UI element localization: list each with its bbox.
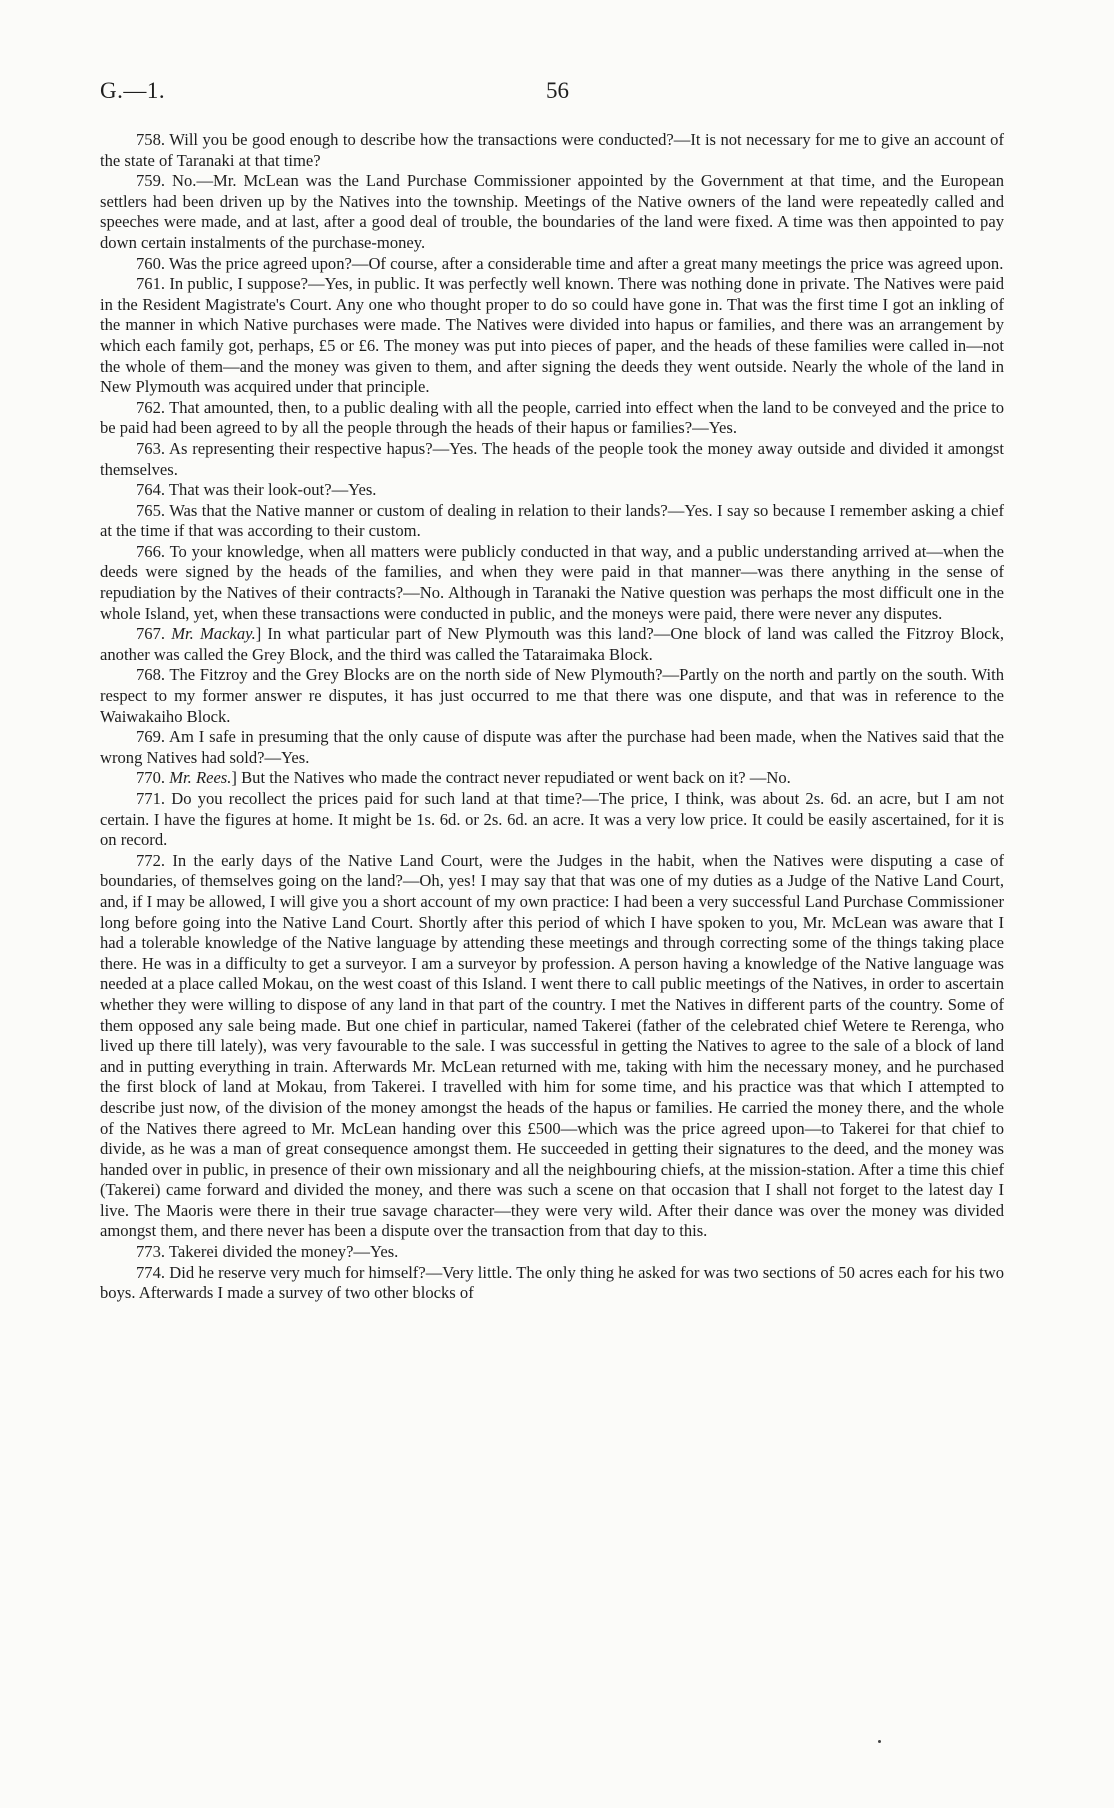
paragraph-text: Did he reserve very much for himself?—Very little. The only thing he asked for was two sections of 50 acres each for his two boys. Afterwards I made a survey of two other blocks of (100, 1262, 1004, 1303)
paragraph-text: But the Natives who made the contract never repudiated or went back on it? —No. (241, 768, 791, 788)
question-number: 760. (136, 253, 166, 273)
paragraph-text: No.—Mr. McLean was the Land Purchase Commissioner appointed by the Government at that time, and the European settlers had been driven up by the Natives into the township. Meetings of the Native owners of the land were repeatedly called and speeches were made, and at last, after a good deal of trouble, the boundaries of the land were fixed. A time was then appointed to pay down certain instalments of the purchase-money. (100, 171, 1004, 252)
testimony-paragraph (100, 768, 1004, 789)
paragraph-text: That amounted, then, to a public dealing with all the people, carried into effect when the land to be conveyed and the price to be paid had been agreed to by all the people through the heads of their hapus or families?—Yes. (100, 397, 1004, 438)
question-number: 769. (136, 727, 166, 747)
question-number: 773. (136, 1242, 166, 1262)
testimony-paragraph (100, 439, 1004, 480)
paragraph-text: Will you be good enough to describe how the transactions were conducted?—It is not necessary for me to give an account of the state of Taranaki at that time? (100, 130, 1004, 170)
testimony-paragraph (100, 624, 1004, 665)
question-number: 758. (136, 130, 166, 149)
page-header (100, 78, 1004, 108)
paragraph-text: In the early days of the Native Land Court, were the Judges in the habit, when the Natives were disputing a case of boundaries, of themselves going on the land?—Oh, yes! I may say that that was one of my duties as a Judge of the Native Land Court, and, if I may be allowed, I will give you a short account of my own practice: I had been a very successful Land Purchase Commissioner long before going into the Native Land Court. Shortly after this period of which I have spoken to you, Mr. McLean was aware that I had a tolerable knowledge of the Native language by attending these meetings and through correcting some of the things taking place there. He was in a difficulty to get a surveyor. I am a surveyor by profession. A person having a knowledge of the Native language was needed at a place called Mokau, on the west coast of this Island. I went there to call public meetings of the Natives, in order to ascertain whether they were willing to dispose of any land in that part of the country. I met the Natives in different parts of the country. Some of them opposed any sale being made. But one chief in particular, named Takerei (father of the celebrated chief Wetere te Rerenga, who lived up there till lately), was very favourable to the sale. I was successful in getting the Natives to agree to the sale of a block of land and in putting everything in train. Afterwards Mr. McLean returned with me, taking with him the necessary money, and he purchased the first block of land at Mokau, from Takerei. I travelled with him for some time, and his practice was that which I attempted to describe just now, of the division of the money amongst the heads of the hapus or families. He carried the money there, and the whole of the Natives there agreed to Mr. McLean handing over this £500—which was the price agreed upon—to Takerei for that chief to divide, as he was a man of great consequence amongst them. He succeeded in getting their signatures to the deed, and the money was handed over in public, in presence of their own missionary and all the neighbouring chiefs, at the mission-station. After a time this chief (Takerei) came forward and divided the money, and there was such a scene on that occasion that I shall not forget to the latest day I live. The Maoris were there in their true savage character—they were very wild. After their dance was over the money was divided amongst them, and there never has been a dispute over the transaction from that day to this. (100, 850, 1004, 1241)
testimony-paragraph (100, 1242, 1004, 1263)
document-body (100, 130, 1004, 1304)
paragraph-text: In public, I suppose?—Yes, in public. It was perfectly well known. There was nothing done in private. The Natives were paid in the Resident Magistrate's Court. Any one who thought proper to do so could have gone in. That was the first time I got an inkling of the manner in which Native purchases were made. The Natives were divided into hapus or families, and there was an arrangement by which each family got, perhaps, £5 or £6. The money was put into pieces of paper, and the heads of these families were called in—not the whole of them—and the money was given to them, and after signing the deeds they went outside. Nearly the whole of the land in New Plymouth was acquired under that principle. (100, 274, 1005, 397)
paragraph-text: Was the price agreed upon?—Of course, after a considerable time and after a great many meetings the price was agreed upon. (168, 253, 1004, 273)
paragraph-text: Takerei divided the money?—Yes. (168, 1242, 399, 1262)
testimony-paragraph (100, 789, 1004, 851)
paragraph-text: In what particular part of New Plymouth was this land?—One block of land was called the Fitzroy Block, another was called the Grey Block, and the third was called the Tataraimaka Block. (100, 624, 1004, 664)
paragraph-text: As representing their respective hapus?—Yes. The heads of the people took the money away outside and divided it amongst themselves. (100, 438, 1004, 479)
question-number: 767. (136, 624, 166, 644)
testimony-paragraph (100, 254, 1004, 275)
speaker-name: Mr. Mackay. (171, 624, 256, 644)
question-number: 774. (136, 1262, 166, 1282)
scan-speck (878, 1740, 881, 1743)
question-number: 768. (136, 665, 166, 685)
speaker-name: Mr. Rees. (169, 768, 232, 788)
paragraph-text: To your knowledge, when all matters were publicly conducted in that way, and a public understanding arrived at—when the deeds were signed by the heads of the families, and when they were paid in that manner—was there anything in the sense of repudiation by the Natives of their contracts?—No. Although in Taranaki the Native question was perhaps the most difficult one in the whole Island, yet, when these transactions were conducted in public, and the moneys were paid, there were never any disputes. (100, 541, 1004, 623)
document-id: G.—1. (100, 78, 166, 103)
paragraph-text: That was their look-out?—Yes. (168, 480, 377, 500)
testimony-paragraph (100, 542, 1004, 624)
speaker-bracket: ] (231, 768, 242, 788)
question-number: 765. (136, 500, 166, 520)
question-number: 764. (136, 480, 166, 500)
paragraph-text: The Fitzroy and the Grey Blocks are on the north side of New Plymouth?—Partly on the north and partly on the south. With respect to my former answer re disputes, it has just occurred to me that there was one dispute, and that was in reference to the Waiwakaiho Block. (100, 665, 1004, 726)
testimony-paragraph (100, 274, 1004, 398)
testimony-paragraph (100, 851, 1004, 1242)
question-number: 763. (136, 438, 166, 458)
paragraph-text: Do you recollect the prices paid for such land at that time?—The price, I think, was about 2s. 6d. an acre, but I am not certain. I have the figures at home. It might be 1s. 6d. or 2s. 6d. an acre. It was a very low price. It could be easily ascertained, for it is on record. (100, 789, 1004, 850)
question-number: 771. (136, 789, 166, 808)
testimony-paragraph (100, 501, 1004, 542)
question-number: 770. (136, 768, 166, 788)
testimony-paragraph (100, 480, 1004, 501)
question-number: 772. (136, 850, 166, 870)
testimony-paragraph (100, 727, 1004, 768)
testimony-paragraph (100, 665, 1004, 727)
question-number: 762. (136, 397, 166, 417)
testimony-paragraph (100, 130, 1004, 171)
testimony-paragraph (100, 171, 1004, 253)
question-number: 761. (136, 274, 166, 294)
paragraph-text: Am I safe in presuming that the only cause of dispute was after the purchase had been made, when the Natives said that the wrong Natives had sold?—Yes. (100, 727, 1004, 767)
speaker-bracket: ] (255, 624, 268, 644)
paragraph-text: Was that the Native manner or custom of dealing in relation to their lands?—Yes. I say so because I remember asking a chief at the time if that was according to their custom. (100, 500, 1004, 541)
testimony-paragraph (100, 1263, 1004, 1304)
question-number: 766. (136, 541, 166, 561)
question-number: 759. (136, 171, 166, 191)
page-number: 56 (546, 78, 569, 103)
testimony-paragraph (100, 398, 1004, 439)
